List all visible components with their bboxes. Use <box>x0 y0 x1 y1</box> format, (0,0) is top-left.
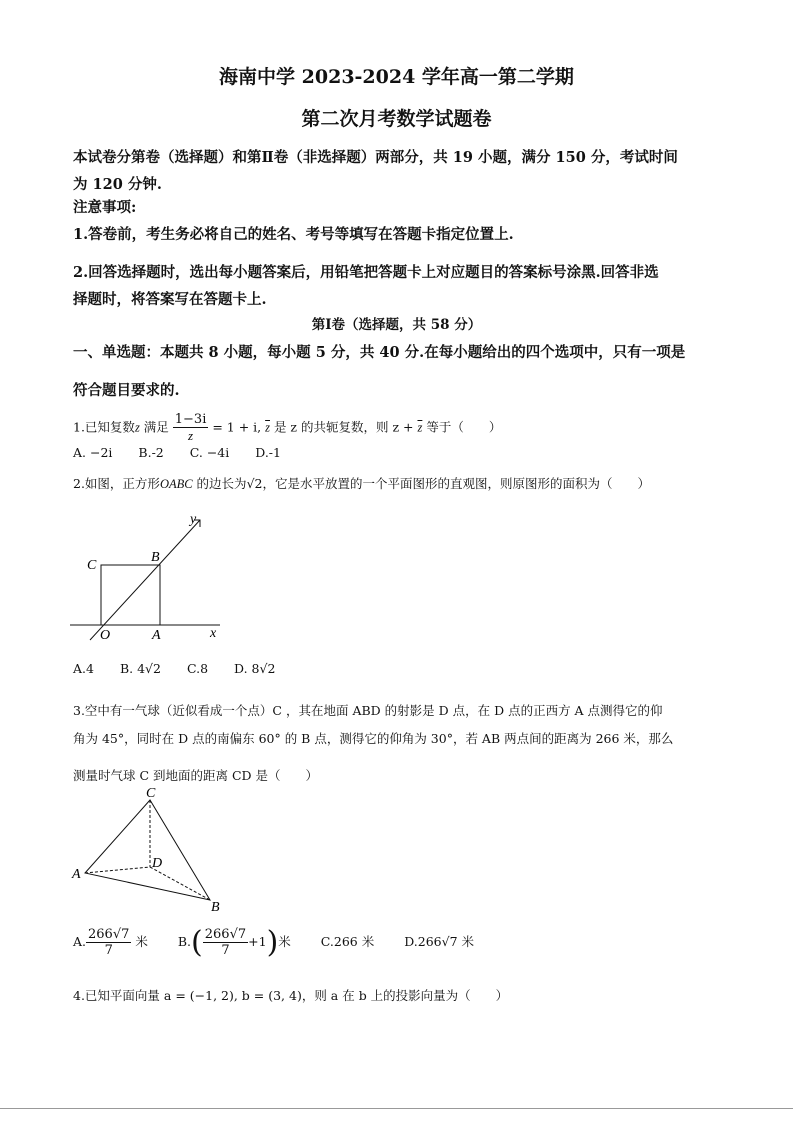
unit: 米 <box>461 934 475 949</box>
unit: 米 <box>135 934 148 949</box>
q1-text: 满足 <box>139 419 173 435</box>
label-y: y <box>190 512 197 527</box>
option-b[interactable]: B.( $\frac{266√7}{7}$ +1)米 <box>177 925 291 960</box>
section-heading-cont: 符合题目要求的. <box>73 382 180 399</box>
label-c: C <box>87 558 97 573</box>
balloon-triangle-figure <box>65 785 235 915</box>
section-title: 第Ⅰ卷（选择题，共 58 分） <box>311 317 482 333</box>
q1-text: = 1 + i, <box>208 419 266 435</box>
frac-num: 266√7 <box>204 927 247 942</box>
question-2 <box>73 474 650 492</box>
notes-title: 注意事项: <box>73 199 137 216</box>
option-label: D. <box>404 934 418 949</box>
option-a[interactable]: A.4 <box>73 661 94 676</box>
q2-text: 2.如图，正方形 <box>73 476 160 491</box>
frac-num: 266√7 <box>88 927 130 942</box>
option-label: B. <box>177 934 192 949</box>
option-c[interactable]: C.8 <box>186 661 209 676</box>
page-bottom-divider <box>0 1108 793 1109</box>
option-c[interactable]: C.266 米 <box>320 934 375 949</box>
note-2: 2.回答选择题时，选出每小题答案后，用铅笔把答题卡上对应题目的答案标号涂黑.回答非选 <box>73 264 659 281</box>
frac-num: 1−3i <box>174 412 207 427</box>
option-value: 266√7 <box>417 934 458 949</box>
exam-title: 海南中学 2023-2024 学年高一第二学期 <box>219 66 574 88</box>
triangle <box>85 800 210 900</box>
question-4: 4.已知平面向量 a = (−1, 2), b = (3, 4)，则 a 在 b 上的投影向量为（ ） <box>73 988 509 1003</box>
question-3-cont: 测量时气球 C 到地面的距离 CD 是（ ） <box>73 768 319 783</box>
option-fraction <box>203 927 248 958</box>
frac-den: 7 <box>221 943 230 958</box>
option-d[interactable]: D.-1 <box>255 445 281 460</box>
section-heading: 一、单选题：本题共 8 小题，每小题 5 分，共 40 分.在每小题给出的四个选项中，只有一项是 <box>73 344 686 361</box>
label-b: B <box>151 550 160 565</box>
q1-options <box>73 445 307 460</box>
note-1: 1.答卷前，考生务必将自己的姓名、考号等填写在答题卡指定位置上. <box>73 226 514 243</box>
intro-line: 为 120 分钟. <box>73 176 162 193</box>
option-extra: +1 <box>248 934 267 949</box>
q1-text: 等于（ ） <box>422 419 502 435</box>
option-d[interactable]: D. 8√2 <box>234 661 276 676</box>
q2-options <box>73 661 301 676</box>
label-c: C <box>146 786 156 801</box>
q1-var: z <box>134 420 140 435</box>
y-axis <box>90 520 200 640</box>
question-1 <box>73 412 501 444</box>
option-a[interactable] <box>73 927 148 958</box>
label-a: A <box>72 867 81 882</box>
label-o: O <box>100 628 111 643</box>
q2-var: OABC <box>159 477 193 491</box>
q1-text: 1.已知复数 <box>73 419 135 435</box>
q1-conj: $\overline{z}$ <box>265 420 270 435</box>
unit: 米 <box>278 934 291 949</box>
label-x: x <box>210 626 217 641</box>
exam-subtitle: 第二次月考数学试题卷 <box>301 108 492 130</box>
option-b[interactable]: B.-2 <box>138 445 164 460</box>
frac-den: 7 <box>104 943 113 958</box>
option-a[interactable]: A. −2i <box>73 445 113 460</box>
q2-text: ，它是水平放置的一个平面图形的直观图，则原图形的面积为（ ） <box>262 476 650 491</box>
frac-den: z <box>188 428 194 443</box>
question-3-cont: 角为 45°，同时在 D 点的南偏东 60° 的 B 点，测得它的仰角为 30°，若 AB 两点间的距离为 266 米，那么 <box>73 731 674 746</box>
label-d: D <box>152 856 163 871</box>
label-a: A <box>152 628 161 643</box>
option-d[interactable] <box>404 932 474 950</box>
q1-text: 是 z 的共轭复数，则 z + <box>269 419 418 435</box>
option-label: A. <box>73 934 87 949</box>
option-b[interactable]: B. 4√2 <box>119 661 161 676</box>
option-c[interactable]: C. −4i <box>189 445 230 460</box>
option-fraction <box>86 927 131 958</box>
label-b: B <box>211 900 220 915</box>
q1-conj: $\overline{z}$ <box>417 420 423 435</box>
intro-line: 本试卷分第卷（选择题）和第Ⅱ卷（非选择题）两部分，共 19 小题，满分 150 分，考试时间 <box>73 149 678 166</box>
q2-root: √2 <box>246 476 263 491</box>
question-3: 3.空中有一气球（近似看成一个点）C ，其在地面 ABD 的射影是 D 点，在 D 点的正西方 A 点测得它的仰 <box>73 703 663 718</box>
square-oabc-figure <box>60 505 230 650</box>
q2-text: 的边长为 <box>192 476 247 491</box>
note-2-cont: 择题时，将答案写在答题卡上. <box>73 291 267 308</box>
q3-options <box>73 925 500 960</box>
q1-fraction <box>173 412 209 444</box>
